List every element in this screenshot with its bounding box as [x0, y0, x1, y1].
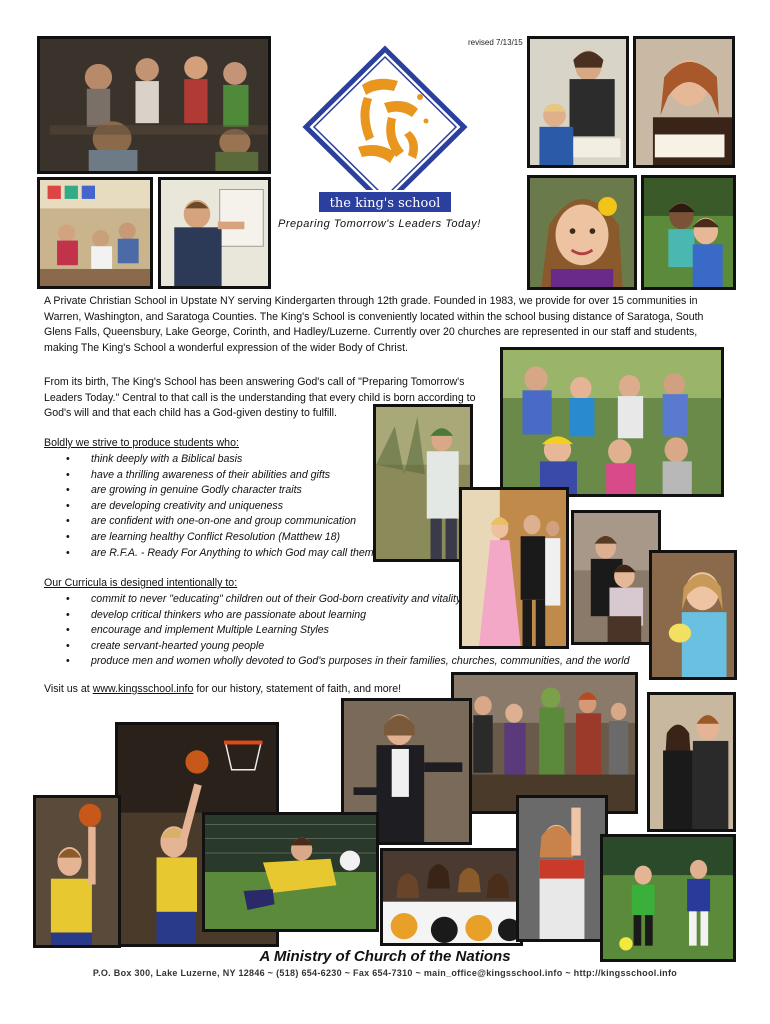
visit-prefix: Visit us at [44, 683, 93, 695]
list-item: • have a thrilling awareness of their abilities and gifts [66, 468, 374, 484]
school-logo [300, 45, 470, 217]
revised-date: revised 7/13/15 [468, 38, 523, 47]
photo-basketball-player-55 [33, 795, 121, 948]
visit-suffix: for our history, statement of faith, and more! [193, 683, 402, 695]
list-item: • produce men and women wholly devoted to God's purposes in their families, churches, communities, and the world [66, 654, 629, 670]
list-item: • are developing creativity and uniqueness [66, 499, 374, 515]
curricula-list [66, 592, 629, 670]
photo-girl-with-chick [649, 550, 737, 680]
logo-school-name: the king's school [329, 196, 441, 211]
list-item: • are growing in genuine Godly character traits [66, 483, 374, 499]
photo-girls-hugging [641, 175, 736, 290]
list-item: • encourage and implement Multiple Learning Styles [66, 623, 629, 639]
students-heading: Boldly we strive to produce students who: [44, 437, 239, 449]
students-list [66, 452, 374, 561]
photo-classroom-kids [37, 177, 153, 289]
list-item: • are learning healthy Conflict Resolution (Matthew 18) [66, 530, 374, 546]
photo-teen-couple [647, 692, 736, 832]
list-item: • commit to never "educating" children out of their God-born creativity and vitality [66, 592, 629, 608]
photo-drama-group [451, 672, 638, 814]
website-link[interactable]: www.kingsschool.info [92, 683, 194, 695]
photo-outdoor-group [500, 347, 724, 497]
tagline: Preparing Tomorrow's Leaders Today! [278, 218, 481, 230]
photo-group-circle [37, 36, 271, 174]
photo-soccer-players [600, 834, 736, 962]
photo-students-studying [527, 36, 629, 168]
contact-line: P.O. Box 300, Lake Luzerne, NY 12846 ~ (518) 654-6230 ~ Fax 654-7310 ~ main_office@kingsschool.info ~ http://kingsschool.info [92, 968, 678, 978]
photo-cheerleaders [380, 848, 523, 946]
photo-girl-writing [633, 36, 735, 168]
list-item: • are confident with one-on-one and group communication [66, 514, 374, 530]
list-item: • create servant-hearted young people [66, 639, 629, 655]
intro-paragraph-2: From its birth, The King's School has been answering God's call of "Preparing Tomorrow's Leaders Today." Central to that call is the understanding that every child is born according to God's will and that each child has a God-given destiny to fulfill. [44, 376, 476, 420]
list-item: • are R.F.A. - Ready For Anything to which God may call them [66, 546, 374, 562]
ministry-title: A Ministry of Church of the Nations [259, 948, 511, 965]
photo-boy-field [373, 404, 473, 562]
photo-soccer-goalie [202, 812, 379, 932]
intro-paragraph-1: A Private Christian School in Upstate NY serving Kindergarten through 12th grade. Founded in 1983, we provide for over 15 communities in Warren, Washington, and Saratoga Counties. The King's School is conveniently located within the school busing distance of Saratoga, South Glens Falls, Queensbury, Lake George, Corinth, and Hadley/Luzerne. Currently over 20 churches are represented in our staff and students, making The King's School a wonderful expression of the wider Body of Christ. [44, 295, 704, 354]
curricula-heading: Our Curricula is designed intentionally to: [44, 577, 238, 589]
list-item: • develop critical thinkers who are passionate about learning [66, 608, 629, 624]
photo-girl-acting [516, 795, 608, 942]
photo-girl-with-flower [527, 175, 637, 290]
list-item: • think deeply with a Biblical basis [66, 452, 374, 468]
photo-teacher-chalkboard [158, 177, 271, 289]
visit-line [44, 683, 401, 695]
